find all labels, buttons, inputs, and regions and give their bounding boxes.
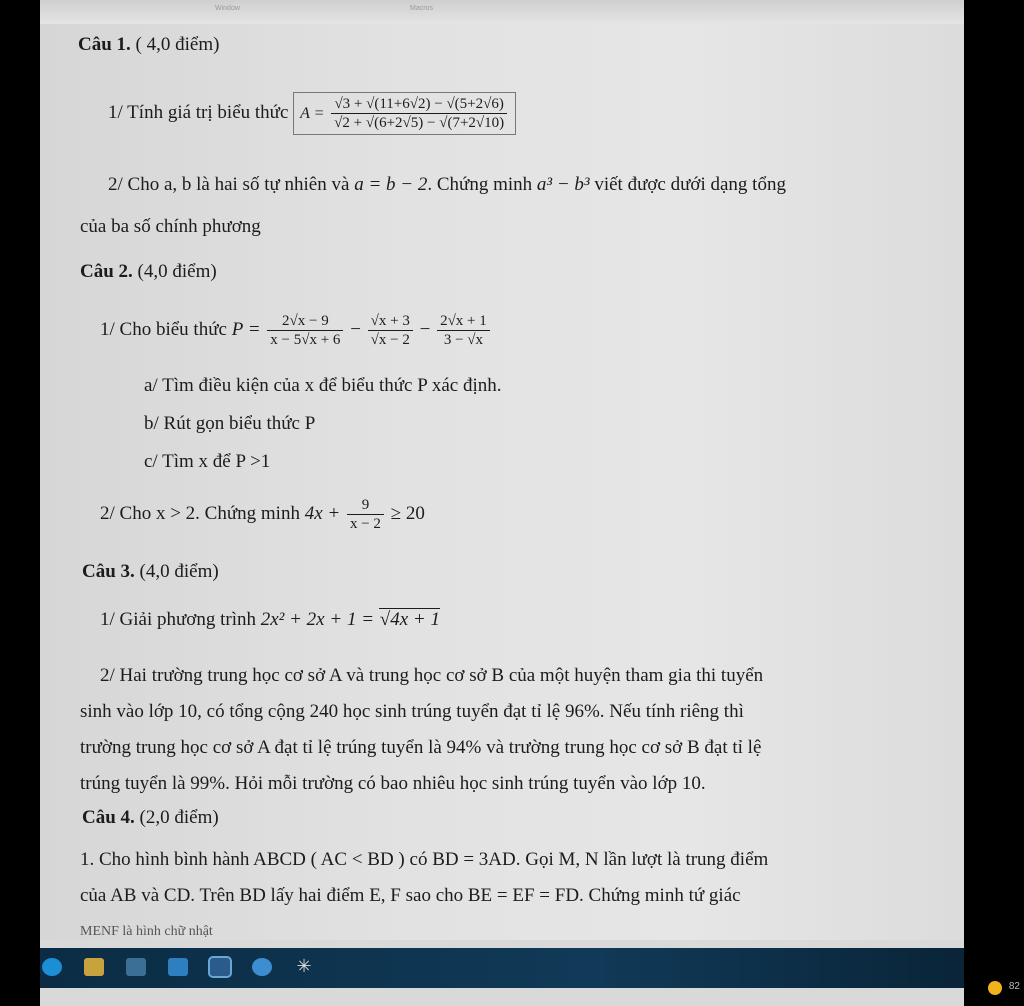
q3-p2-line1: 2/ Hai trường trung học cơ sở A và trung học cơ sở B của một huyện tham gia thi tuyển bbox=[100, 665, 764, 686]
q2-p2-numerator: 9 bbox=[347, 496, 384, 515]
q2-f1-denominator: x − 5√x + 6 bbox=[270, 332, 341, 348]
q2-c: c/ Tìm x để P >1 bbox=[144, 451, 271, 472]
q1-points: ( 4,0 điểm) bbox=[135, 34, 220, 55]
ribbon-macros-label[interactable]: Macros bbox=[410, 5, 433, 12]
q2-f3-numerator: 2√x + 1 bbox=[437, 312, 490, 331]
weather-icon[interactable] bbox=[988, 981, 1002, 995]
q4-heading: Câu 4. bbox=[82, 807, 135, 828]
q2-f3-denominator: 3 − √x bbox=[443, 332, 484, 348]
ribbon-window-label[interactable]: Window bbox=[215, 5, 240, 12]
q1-p2-expr: a³ − b³ bbox=[536, 174, 590, 195]
q3-p1-rhs: √4x + 1 bbox=[379, 609, 440, 630]
q4-line2: của AB và CD. Trên BD lấy hai điểm E, F sao cho BE = EF = FD. Chứng minh tứ giác bbox=[80, 885, 741, 906]
q2-header bbox=[80, 260, 217, 284]
q2-part1 bbox=[100, 312, 492, 349]
q1-formula-box bbox=[293, 92, 516, 135]
q4-points: (2,0 điểm) bbox=[139, 807, 219, 828]
browser-icon[interactable] bbox=[252, 958, 272, 976]
q2-fraction-1 bbox=[267, 312, 343, 349]
q1-part2-line2: của ba số chính phương bbox=[80, 216, 261, 237]
q2-p2-text: 2/ Cho x > 2. Chứng minh bbox=[100, 502, 300, 524]
q1-part2 bbox=[108, 173, 786, 197]
q3-p1-eq: 2x² + 2x + 1 = bbox=[260, 609, 379, 630]
q1-header bbox=[78, 33, 219, 57]
q2-points: (4,0 điểm) bbox=[137, 261, 217, 282]
q3-p2-line4: trúng tuyển là 99%. Hỏi mỗi trường có bao nhiêu học sinh trúng tuyển vào lớp 10. bbox=[80, 773, 706, 794]
q2-part2 bbox=[100, 496, 425, 533]
q3-points: (4,0 điểm) bbox=[139, 561, 219, 582]
document-window bbox=[40, 0, 964, 1006]
document-page bbox=[40, 24, 964, 940]
q3-heading: Câu 3. bbox=[82, 561, 135, 582]
calculator-icon[interactable] bbox=[126, 958, 146, 976]
q2-heading: Câu 2. bbox=[80, 261, 133, 282]
q2-lhs: P = bbox=[231, 318, 261, 340]
q2-fraction-3 bbox=[437, 312, 490, 349]
q2-fraction-2 bbox=[368, 312, 413, 349]
q2-p1-text: 1/ Cho biểu thức bbox=[100, 318, 227, 340]
q1-p2-cond: a = b − 2 bbox=[354, 174, 428, 195]
settings-icon[interactable]: ✳ bbox=[296, 956, 312, 977]
word-icon[interactable] bbox=[210, 958, 230, 976]
q4-line1: 1. Cho hình bình hành ABCD ( AC < BD ) có BD = 3AD. Gọi M, N lần lượt là trung điểm bbox=[80, 849, 769, 870]
q2-a: a/ Tìm điều kiện của x để biểu thức P xác định. bbox=[144, 375, 502, 396]
q4-line3: MENF là hình chữ nhật bbox=[80, 924, 213, 939]
q2-f2-numerator: √x + 3 bbox=[368, 312, 413, 331]
q4-header bbox=[82, 806, 219, 830]
q1-p2-text2: . Chứng minh bbox=[427, 174, 533, 195]
taskbar bbox=[40, 948, 964, 988]
q1-heading: Câu 1. bbox=[78, 34, 131, 55]
q2-f2-denominator: √x − 2 bbox=[370, 332, 410, 348]
q2-p2-fraction bbox=[347, 496, 384, 533]
q1-lhs: A = bbox=[300, 104, 325, 122]
q2-f1-numerator: 2√x − 9 bbox=[267, 312, 343, 331]
file-explorer-icon[interactable] bbox=[84, 958, 104, 976]
q2-p2-lead: 4x + bbox=[304, 502, 341, 524]
q1-fraction bbox=[331, 95, 507, 132]
q2-p2-denominator: x − 2 bbox=[349, 516, 381, 532]
q1-numerator: √3 + √(11+6√2) − √(5+2√6) bbox=[331, 95, 507, 114]
q1-p2-text: 2/ Cho a, b là hai số tự nhiên và bbox=[108, 174, 350, 195]
q3-header bbox=[82, 560, 219, 584]
q1-p1-text: 1/ Tính giá trị biểu thức bbox=[108, 101, 289, 123]
q1-part1 bbox=[108, 92, 516, 135]
mail-icon[interactable] bbox=[168, 958, 188, 976]
q3-p1-text: 1/ Giải phương trình bbox=[100, 609, 256, 630]
ribbon-bar bbox=[40, 0, 964, 25]
q1-p2-text3: viết được dưới dạng tổng bbox=[594, 174, 786, 195]
q1-denominator: √2 + √(6+2√5) − √(7+2√10) bbox=[334, 115, 505, 131]
q2-p2-tail: ≥ 20 bbox=[390, 502, 425, 524]
q3-part1 bbox=[100, 608, 440, 632]
q2-minus-2: − bbox=[419, 318, 431, 340]
q2-b: b/ Rút gọn biểu thức P bbox=[144, 413, 316, 434]
q3-p2-line3: trường trung học cơ sở A đạt tỉ lệ trúng tuyển là 94% và trường trung học cơ sở B đạt tỉ lệ bbox=[80, 737, 762, 758]
q3-p2-line2: sinh vào lớp 10, có tổng cộng 240 học sinh trúng tuyển đạt tỉ lệ 96%. Nếu tính riêng thì bbox=[80, 701, 744, 722]
tray-temperature: 82 bbox=[1008, 981, 1020, 992]
q2-minus-1: − bbox=[350, 318, 361, 340]
start-icon[interactable] bbox=[42, 958, 62, 976]
